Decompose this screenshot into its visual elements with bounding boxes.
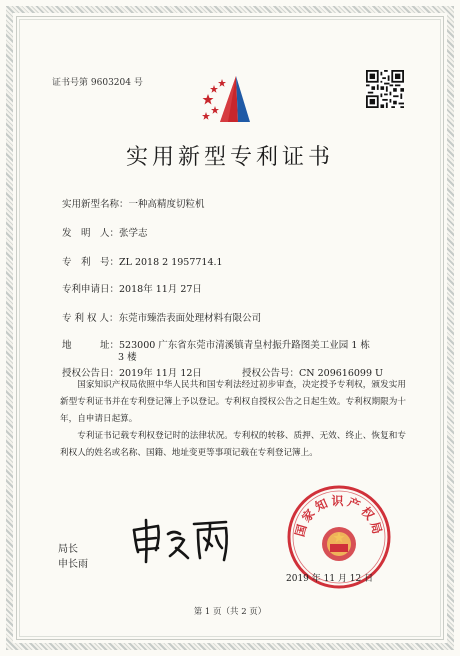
seal-text: 国家知识产权局 (292, 494, 386, 539)
cert-no-value: 9603204 (90, 78, 131, 88)
field-utility-model-name: 实用新型名称：一种高精度切粒机 (62, 199, 205, 210)
signatory-name: 申长雨 (58, 559, 88, 570)
certificate-number (52, 75, 143, 88)
field-patentee: 专 利 权 人：东莞市臻浩表面处理材料有限公司 (62, 313, 262, 324)
handwritten-signature-icon (128, 516, 238, 564)
seal-date: 2019 年 11 月 12 日 (286, 574, 374, 584)
field-grant-number: 授权公告号：CN 209616099 U (242, 368, 384, 379)
field-filing-date: 专利申请日：2018年 11月 27日 (62, 284, 202, 295)
cnipa-emblem-icon (198, 72, 262, 124)
field-address: 地 址：523000 广东省东莞市清溪镇青皇村振升路图美工业园 1 栋 (62, 340, 370, 351)
paragraph-legal-status: 专利证书记载专利权登记时的法律状况。专利权的转移、质押、无效、终止、恢复和专利权人的姓名或名称、国籍、地址变更等事项记载在专利登记簿上。 (60, 431, 406, 458)
document-title: 实用新型专利证书 (125, 145, 334, 170)
field-inventor: 发 明 人：张学志 (62, 228, 148, 239)
cert-no-label: 证书号第 (52, 78, 89, 88)
field-address-line2: 3 楼 (118, 352, 137, 363)
cert-no-suffix: 号 (133, 78, 143, 88)
page-footer: 第 1 页（共 2 页） (193, 607, 267, 617)
field-patent-number: 专 利 号：ZL 2018 2 1957714.1 (62, 257, 223, 268)
signatory-role: 局长 (58, 544, 78, 555)
qr-code-icon (366, 70, 404, 108)
field-grant-date: 授权公告日：2019年 11月 12日 (62, 368, 202, 379)
paragraph-grant-statement: 国家知识产权局依照中华人民共和国专利法经过初步审查，决定授予专利权，颁发实用新型专利证书并在专利登记簿上予以登记。专利权自授权公告之日起生效。专利权期限为十年，自申请日起算。 (60, 380, 406, 424)
